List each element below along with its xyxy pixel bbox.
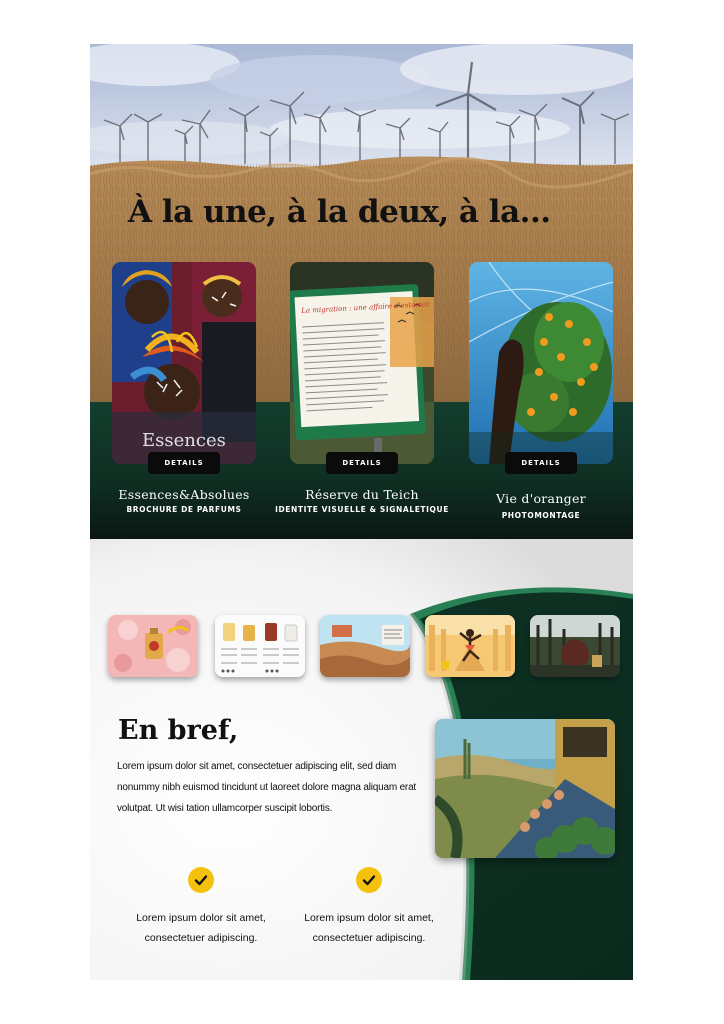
- feature-text-1: Lorem ipsum dolor sit amet, consectetuer adipiscing.: [136, 912, 266, 944]
- gallery-thumb-desert-poster[interactable]: [320, 615, 410, 677]
- card-title-teich: Réserve du Teich: [305, 487, 419, 502]
- brief-illustration: [435, 719, 615, 858]
- gallery-thumb-perfume-flowers[interactable]: [108, 615, 198, 677]
- card-title-essences: Essences&Absolues: [118, 487, 250, 502]
- details-button-teich[interactable]: DETAILS: [326, 452, 398, 474]
- page: [90, 44, 633, 980]
- card-image-signage: [290, 262, 434, 464]
- card-title-oranger: Vie d'oranger: [496, 491, 586, 506]
- card-image-perfume-portrait: [112, 262, 256, 464]
- check-icon: [188, 867, 214, 893]
- feature-item-1: [116, 867, 286, 948]
- gallery-thumb-forest-scene[interactable]: [530, 615, 620, 677]
- card-image-orange-tree: [469, 262, 613, 464]
- brief-title: En bref,: [118, 715, 239, 746]
- brief-section: [90, 539, 633, 980]
- card-subtitle-essences: BROCHURE DE PARFUMS: [126, 505, 242, 514]
- card-subtitle-teich: IDENTITE VISUELLE & SIGNALETIQUE: [275, 505, 449, 514]
- hero-title: À la une, à la deux, à la...: [128, 194, 551, 230]
- feature-item-2: [284, 867, 454, 948]
- details-button-essences[interactable]: DETAILS: [148, 452, 220, 474]
- details-button-oranger[interactable]: DETAILS: [505, 452, 577, 474]
- check-icon: [356, 867, 382, 893]
- feature-text-2: Lorem ipsum dolor sit amet, consectetuer adipiscing.: [304, 912, 434, 944]
- card-subtitle-oranger: PHOTOMONTAGE: [501, 511, 581, 520]
- gallery-thumb-perfume-bottles[interactable]: [215, 615, 305, 677]
- hero-section: [90, 44, 633, 539]
- brief-text: Lorem ipsum dolor sit amet, consectetuer adipiscing elit, sed diam nonummy nibh euismod tincidunt ut laoreet dolore magna aliquam erat volutpat. Ut wisi tation ullamcorper suscipit lobortis.: [117, 761, 417, 814]
- card-image-text: Essences: [142, 430, 226, 451]
- card-image-text: La migration : une affaire d'estomac: [301, 300, 431, 315]
- gallery-thumb-temple-dancer[interactable]: [425, 615, 515, 677]
